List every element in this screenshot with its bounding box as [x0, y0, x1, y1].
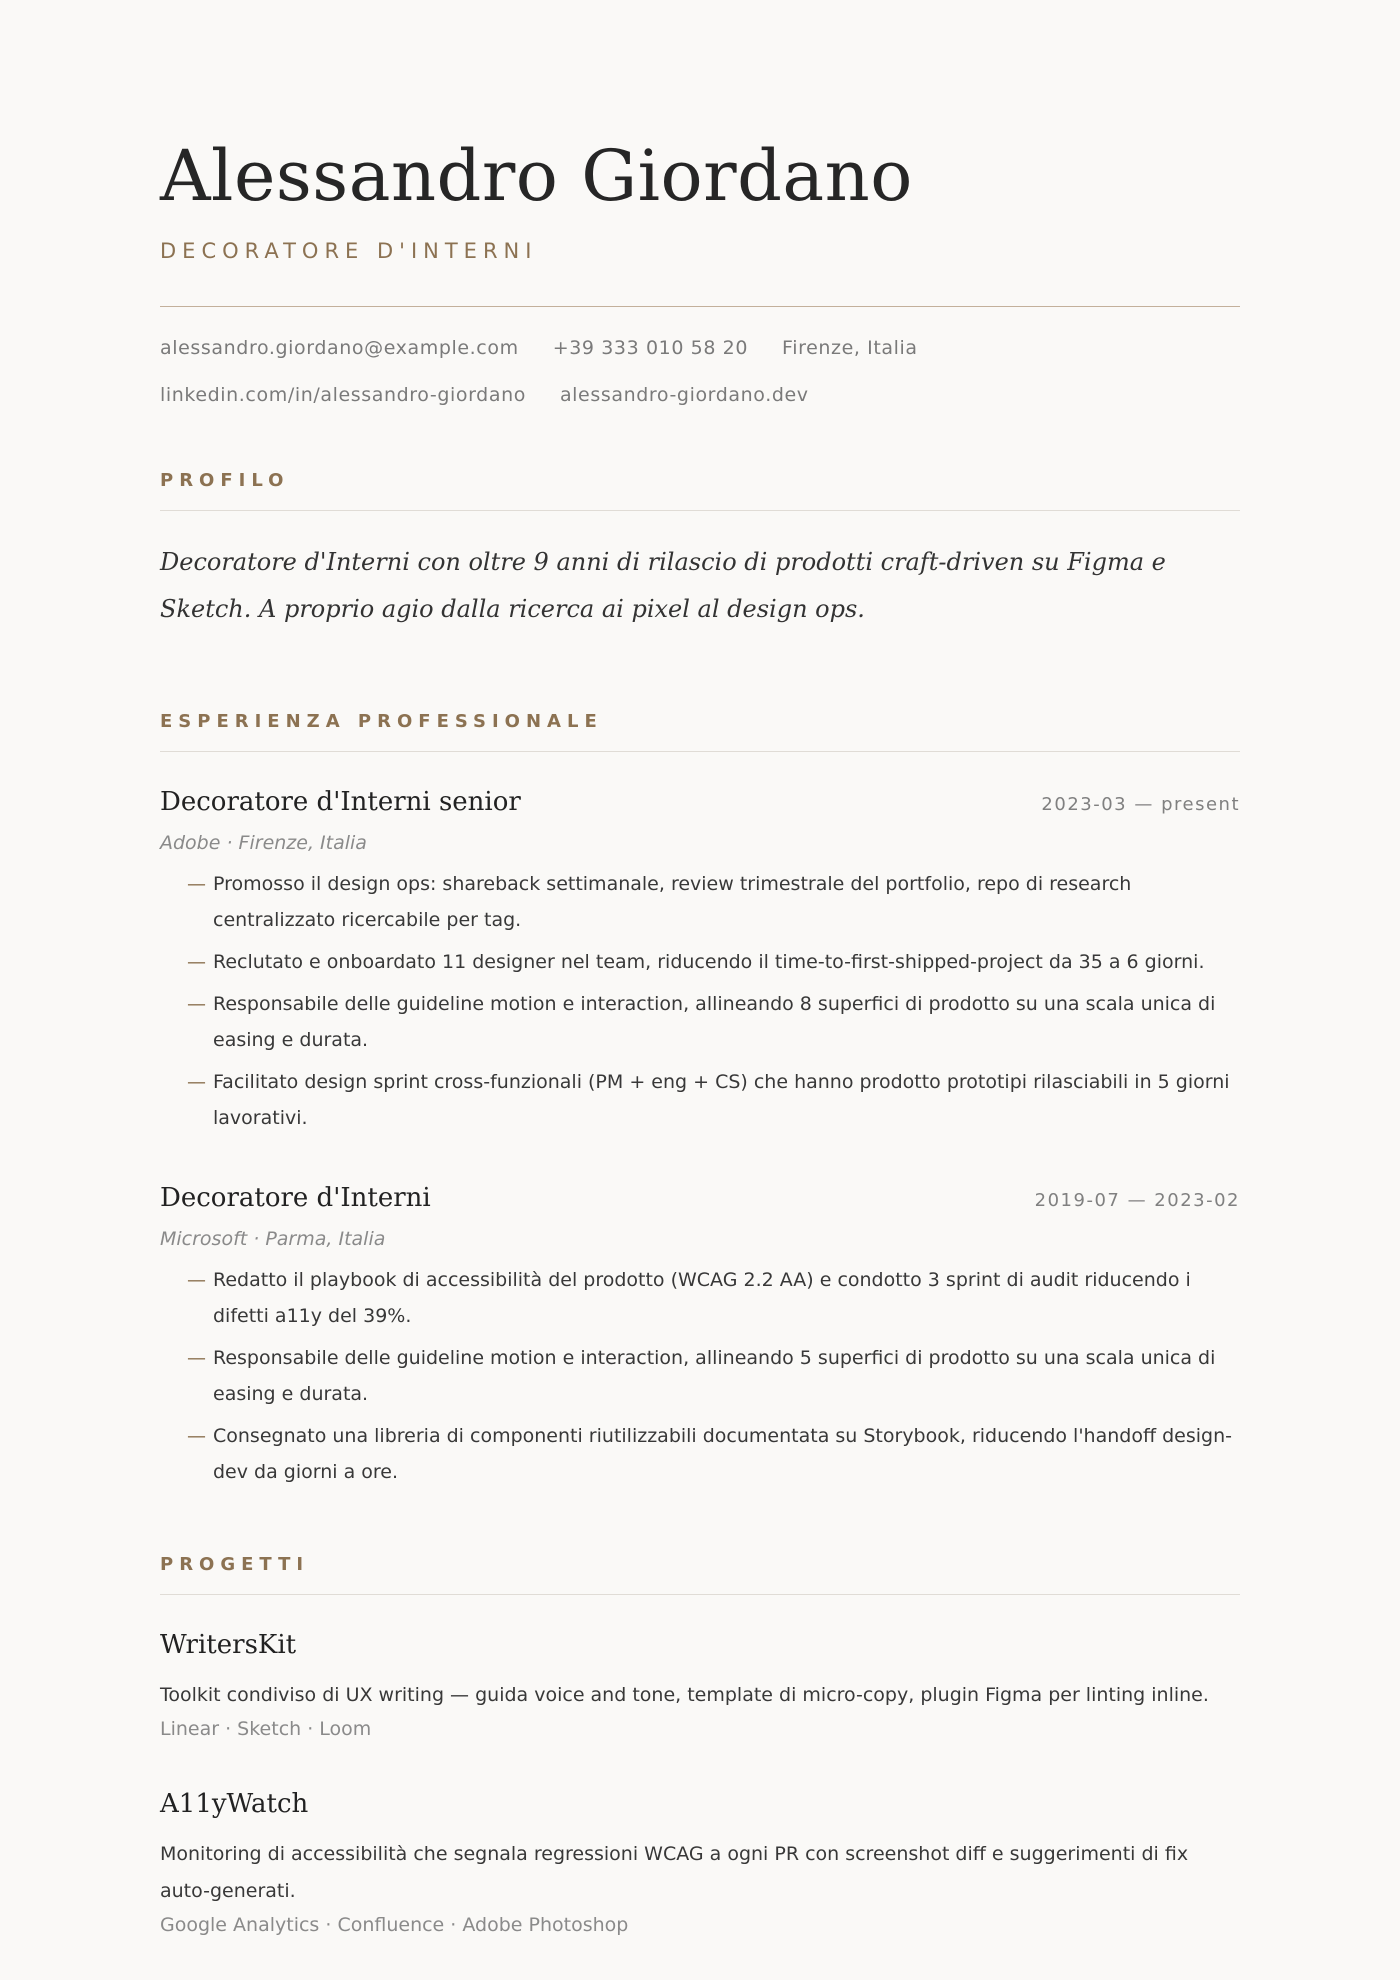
- contact-row-primary: [160, 333, 1240, 363]
- achievement-text: Responsabile delle guideline motion e interaction, allineando 8 superfici di prodotto su una scala unica di easing e durata.: [213, 993, 1216, 1051]
- dash-marker: —: [187, 1071, 206, 1093]
- profile-heading: PROFILO: [160, 470, 290, 491]
- profile-section: [160, 468, 1240, 633]
- job-header: [160, 1178, 1240, 1218]
- contact-email[interactable]: alessandro.giordano@example.com: [160, 337, 519, 359]
- achievement-text: Facilitato design sprint cross-funzionali (PM + eng + CS) che hanno prodotto prototipi rilasciabili in 5 giorni lavorativi.: [213, 1071, 1230, 1129]
- project-description: Toolkit condiviso di UX writing — guida voice and tone, template di micro-copy, plugin Figma per linting inline.: [160, 1684, 1209, 1706]
- job-achievements: [160, 866, 1240, 1136]
- achievement-item: [160, 1418, 1240, 1490]
- achievement-item: [160, 944, 1240, 980]
- achievement-text: Consegnato una libreria di componenti riutilizzabili documentata su Storybook, riducendo l'handoff design-dev da giorni a ore.: [213, 1425, 1232, 1483]
- projects-divider: [160, 1594, 1240, 1595]
- dash-marker: —: [187, 1347, 206, 1369]
- achievement-text: Redatto il playbook di accessibilità del prodotto (WCAG 2.2 AA) e condotto 3 sprint di audit riducendo i difetti a11y del 39%.: [213, 1269, 1191, 1327]
- achievement-item: [160, 1064, 1240, 1136]
- achievement-item: [160, 866, 1240, 938]
- job-organization: Microsoft · Parma, Italia: [160, 1228, 386, 1250]
- profile-divider: [160, 510, 1240, 511]
- experience-section: [160, 709, 1240, 1490]
- header-divider: [160, 306, 1240, 307]
- achievement-text: Reclutato e onboardato 11 designer nel team, riducendo il time-to-first-shipped-project da 35 a 6 giorni.: [213, 951, 1205, 973]
- job-entry: [160, 1178, 1240, 1490]
- job-title: Decoratore d'Interni: [160, 1183, 431, 1213]
- projects-heading: PROGETTI: [160, 1554, 310, 1575]
- experience-divider: [160, 751, 1240, 752]
- job-entry: [160, 782, 1240, 1136]
- contact-website[interactable]: alessandro-giordano.dev: [559, 384, 809, 406]
- contact-row-secondary: [160, 380, 1240, 410]
- project-entry: [160, 1625, 1240, 1744]
- project-name: A11yWatch: [160, 1789, 309, 1819]
- resume-header: [160, 126, 1240, 410]
- achievement-item: [160, 1340, 1240, 1412]
- contact-linkedin[interactable]: linkedin.com/in/alessandro-giordano: [160, 384, 526, 406]
- experience-heading: ESPERIENZA PROFESSIONALE: [160, 711, 603, 732]
- dash-marker: —: [187, 873, 206, 895]
- dash-marker: —: [187, 1425, 206, 1447]
- job-achievements: [160, 1262, 1240, 1490]
- project-tech-stack: Linear · Sketch · Loom: [160, 1718, 372, 1740]
- dash-marker: —: [187, 993, 206, 1015]
- candidate-role: DECORATORE D'INTERNI: [160, 239, 538, 263]
- achievement-item: [160, 986, 1240, 1058]
- project-tech-stack: Google Analytics · Confluence · Adobe Photoshop: [160, 1914, 629, 1936]
- achievement-text: Promosso il design ops: shareback settimanale, review trimestrale del portfolio, repo di research centralizzato ricercabile per tag.: [213, 873, 1132, 931]
- contact-phone[interactable]: +39 333 010 58 20: [552, 337, 749, 359]
- candidate-name: Alessandro Giordano: [160, 135, 913, 217]
- project-description: Monitoring di accessibilità che segnala regressioni WCAG a ogni PR con screenshot diff e suggerimenti di fix auto-generati.: [160, 1843, 1189, 1902]
- job-header: [160, 782, 1240, 822]
- job-dates: 2023-03 — present: [1041, 794, 1240, 815]
- project-name: WritersKit: [160, 1630, 297, 1660]
- project-entry: [160, 1784, 1240, 1940]
- job-title: Decoratore d'Interni senior: [160, 787, 521, 817]
- job-dates: 2019-07 — 2023-02: [1034, 1190, 1240, 1211]
- contact-location: Firenze, Italia: [782, 337, 918, 359]
- achievement-text: Responsabile delle guideline motion e interaction, allineando 5 superfici di prodotto su una scala unica di easing e durata.: [213, 1347, 1216, 1405]
- projects-section: [160, 1552, 1240, 1940]
- achievement-item: [160, 1262, 1240, 1334]
- dash-marker: —: [187, 951, 206, 973]
- profile-summary: Decoratore d'Interni con oltre 9 anni di rilascio di prodotti craft-driven su Figma e Sketch. A proprio agio dalla ricerca ai pixel al design ops.: [160, 548, 1166, 623]
- dash-marker: —: [187, 1269, 206, 1291]
- job-organization: Adobe · Firenze, Italia: [160, 832, 367, 854]
